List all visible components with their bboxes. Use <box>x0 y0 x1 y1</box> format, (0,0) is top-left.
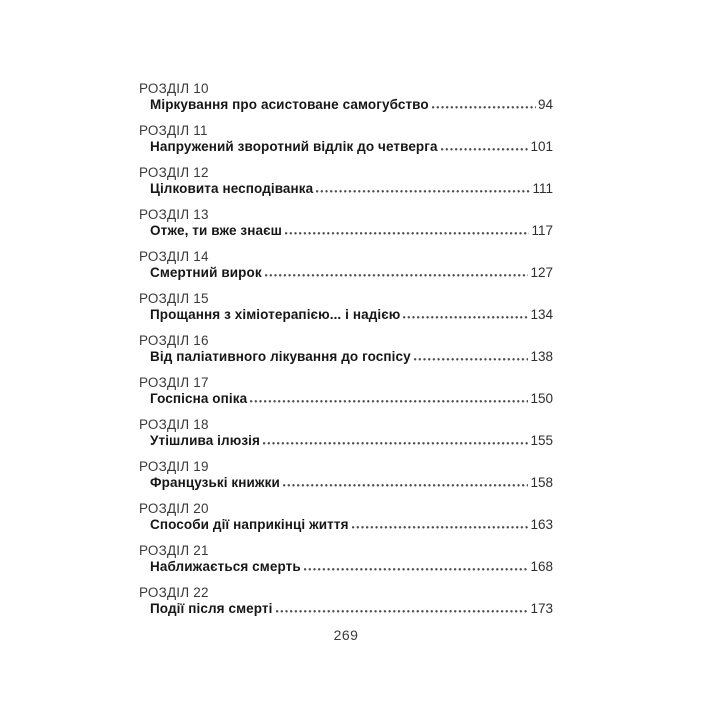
chapter-title: Від паліативного лікування до госпісу <box>150 349 411 364</box>
chapter-label: РОЗДІЛ 21 <box>139 543 209 558</box>
toc-entry <box>139 291 553 323</box>
chapter-title-row <box>150 601 553 617</box>
chapter-label: РОЗДІЛ 16 <box>139 333 209 348</box>
chapter-label: РОЗДІЛ 14 <box>139 249 209 264</box>
chapter-title-row <box>150 559 553 575</box>
dot-leader <box>304 559 529 571</box>
toc-entry <box>139 417 553 449</box>
chapter-label: РОЗДІЛ 12 <box>139 165 209 180</box>
chapter-page-number: 117 <box>531 223 553 238</box>
dot-leader <box>276 601 529 613</box>
chapter-page-number: 101 <box>530 139 553 154</box>
chapter-page-number: 94 <box>537 97 553 112</box>
chapter-label: РОЗДІЛ 11 <box>139 123 208 138</box>
toc-list <box>139 81 553 617</box>
chapter-title: Цілковита несподіванка <box>150 181 314 196</box>
chapter-label: РОЗДІЛ 10 <box>139 81 209 96</box>
table-of-contents <box>139 81 553 643</box>
dot-leader <box>414 349 529 361</box>
toc-entry <box>139 123 553 155</box>
folio-page-number: 269 <box>333 627 359 643</box>
toc-entry <box>139 81 553 113</box>
chapter-label: РОЗДІЛ 18 <box>139 417 209 432</box>
chapter-page-number: 134 <box>530 307 553 322</box>
chapter-title: Наближається смерть <box>150 559 301 574</box>
chapter-title-row <box>150 307 553 323</box>
chapter-label: РОЗДІЛ 15 <box>139 291 209 306</box>
chapter-title-row <box>150 139 553 155</box>
chapter-title: Прощання з хіміотерапією... і надією <box>150 307 401 322</box>
chapter-page-number: 168 <box>530 559 553 574</box>
chapter-label: РОЗДІЛ 22 <box>139 585 209 600</box>
toc-entry <box>139 459 553 491</box>
chapter-title: Утішлива ілюзія <box>150 433 260 448</box>
dot-leader <box>441 139 529 151</box>
dot-leader <box>352 517 529 529</box>
chapter-title-row <box>150 223 553 239</box>
toc-entry <box>139 165 553 197</box>
chapter-title-row <box>150 517 553 533</box>
dot-leader <box>283 475 529 487</box>
chapter-page-number: 155 <box>530 433 553 448</box>
chapter-title: Міркування про асистоване самогубство <box>150 97 429 112</box>
chapter-title-row <box>150 265 553 281</box>
chapter-page-number: 127 <box>530 265 553 280</box>
toc-entry <box>139 543 553 575</box>
chapter-title-row <box>150 475 553 491</box>
chapter-title-row <box>150 349 553 365</box>
dot-leader <box>263 433 529 445</box>
dot-leader <box>285 223 529 235</box>
chapter-title-row <box>150 181 553 197</box>
chapter-title: Отже, ти вже знаєш <box>150 223 282 238</box>
chapter-title-row <box>150 391 553 407</box>
chapter-title-row <box>150 97 553 113</box>
dot-leader <box>265 265 529 277</box>
chapter-label: РОЗДІЛ 13 <box>139 207 209 222</box>
chapter-page-number: 138 <box>530 349 553 364</box>
chapter-title: Події після смерті <box>150 601 273 616</box>
dot-leader <box>403 307 528 319</box>
chapter-page-number: 150 <box>530 391 553 406</box>
toc-entry <box>139 501 553 533</box>
chapter-label: РОЗДІЛ 20 <box>139 501 209 516</box>
chapter-page-number: 111 <box>532 181 553 196</box>
chapter-page-number: 173 <box>530 601 553 616</box>
chapter-title: Способи дії наприкінці життя <box>150 517 349 532</box>
chapter-label: РОЗДІЛ 19 <box>139 459 209 474</box>
toc-entry <box>139 375 553 407</box>
chapter-page-number: 158 <box>530 475 553 490</box>
toc-entry <box>139 249 553 281</box>
chapter-label: РОЗДІЛ 17 <box>139 375 209 390</box>
dot-leader <box>250 391 528 403</box>
chapter-title: Смертний вирок <box>150 265 262 280</box>
chapter-title-row <box>150 433 553 449</box>
chapter-title: Напружений зворотний відлік до четверга <box>150 139 438 154</box>
toc-entry <box>139 333 553 365</box>
chapter-title: Госпісна опіка <box>150 391 248 406</box>
chapter-title: Французькі книжки <box>150 475 280 490</box>
chapter-page-number: 163 <box>530 517 553 532</box>
toc-entry <box>139 207 553 239</box>
dot-leader <box>316 181 530 193</box>
dot-leader <box>432 97 536 109</box>
toc-entry <box>139 585 553 617</box>
